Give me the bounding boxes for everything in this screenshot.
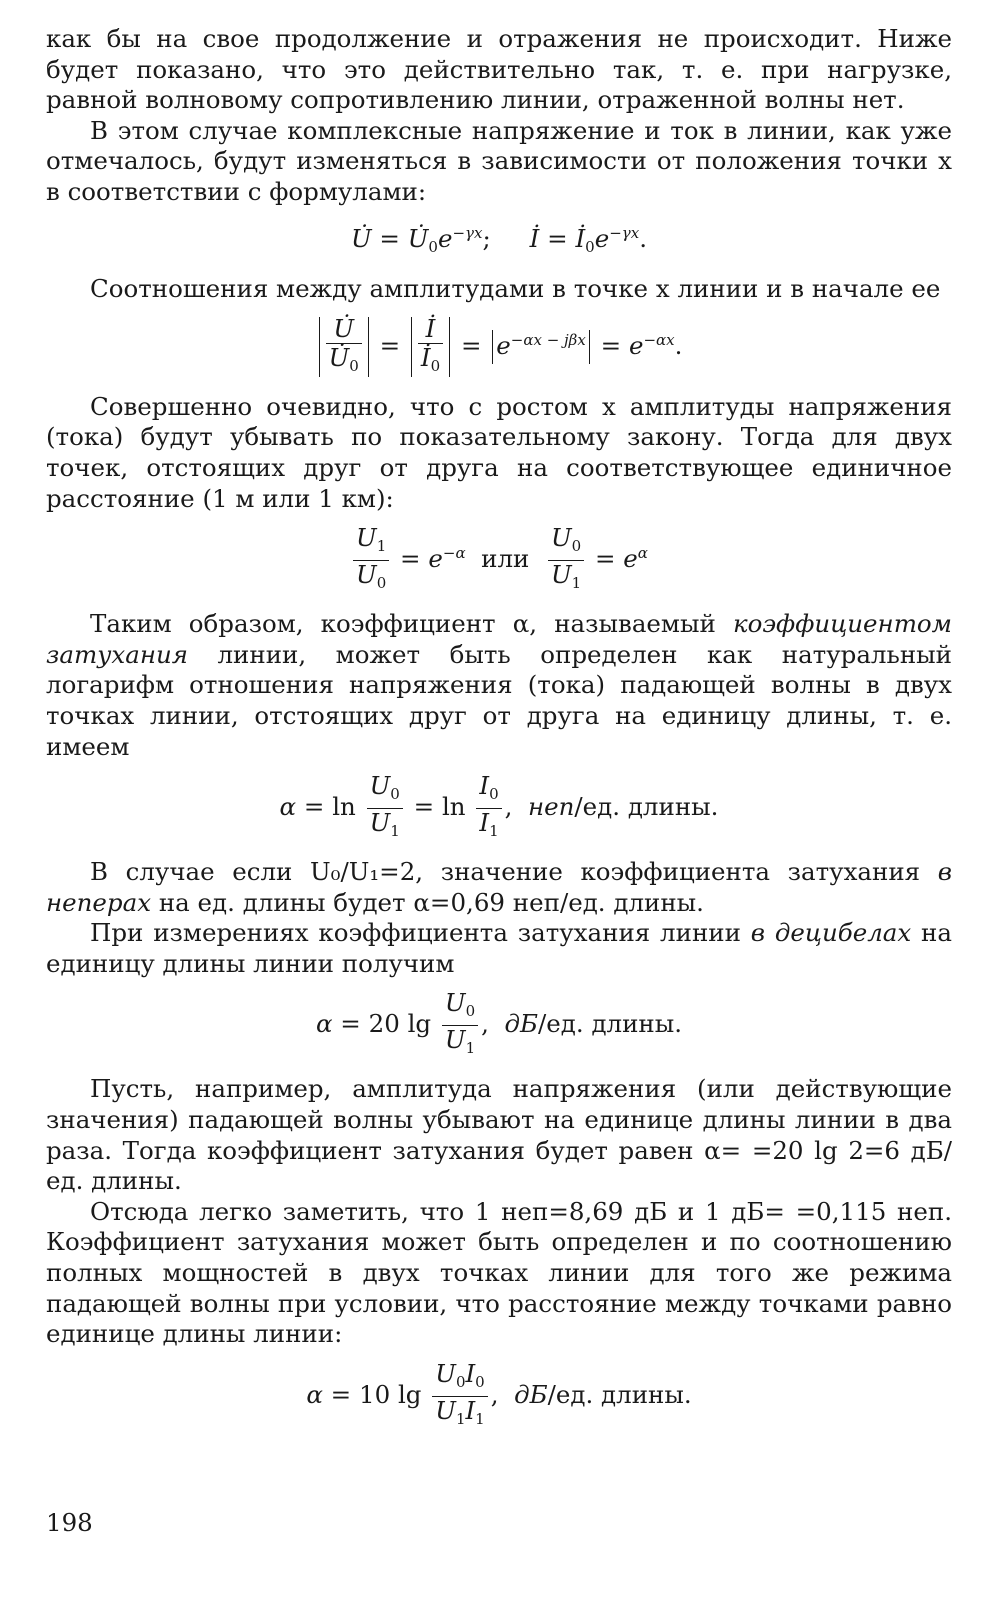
page-body: [46, 24, 952, 1445]
paragraph-8: Пусть, например, амплитуда напряжения (или действующие значения) падающей волны убывают на единице длины линии в два раза. Тогда коэффициент затухания будет равен α= =20 lg 2=6 дБ/ед. длины.: [46, 1074, 952, 1196]
page-number: 198: [46, 1508, 93, 1537]
paragraph-4: Совершенно очевидно, что с ростом x амплитуды напряжения (тока) будут убывать по показательному закону. Тогда для двух точек, отстоящих друг от друга на соответствующее единичное расстояние (1 м или 1 км):: [46, 391, 952, 513]
paragraph-7: При измерениях коэффициента затухания линии в децибелах на единицу длины линии получим: [46, 918, 952, 978]
paragraph-6: В случае если U₀/U₁=2, значение коэффициента затухания в неперах на ед. длины будет α=0,69 неп/ед. длины.: [46, 857, 952, 917]
equation-attenuation-power: α = 10 lg $\frac{U_0I_0}{U_1I_1}$ , дБ/ед. длины.: [306, 1358, 692, 1428]
equation-attenuation-decibels: α = 20 lg $\frac{U_0}{U_1}$ , дБ/ед. длины.: [315, 988, 683, 1058]
equation-amplitude-ratio: $\frac{U̇}{U̇_0}$ = $\frac{İ}{İ_0}$ = $e^{-\alpha x - j\beta x} = e^{-\alpha x}$.: [46, 315, 952, 380]
paragraph-9: Отсюда легко заметить, что 1 неп=8,69 дБ и 1 дБ= =0,115 неп. Коэффициент затухания может быть определен и по соотношению полных мощностей в двух точках линии для того же режима падающей волны при условии, что расстояние между точками равно единице длины линии:: [46, 1196, 952, 1349]
equation-attenuation-nepers: α = ln $\frac{U_0}{U_1}$ = ln $\frac{I_0}{I_1}$ , неп/ед. длины.: [279, 771, 719, 841]
paragraph-5: Таким образом, коэффициент α, называемый коэффициентом затухания линии, может быть определен как натуральный логарифм отношения напряжения (тока) падающей волны в двух точках линии, отстоящих друг от друга на единицу длины, т. е. имеем: [46, 609, 952, 761]
paragraph-1: как бы на свое продолжение и отражения не происходит. Ниже будет показано, что это действительно так, т. е. при нагрузке, равной волновому сопротивлению линии, отраженной волны нет.: [46, 24, 952, 115]
equation-unit-distance: $\frac{U_1}{U_0}$ = $e^{-\alpha}$ или $\frac{U_0}{U_1}$ = $e^\alpha$: [46, 524, 952, 597]
equation-wave-decay: U̇ = $U̇_0e^{-\gamma x}$; İ = $İ_0e^{-\gamma x}$.: [351, 223, 647, 256]
paragraph-2: В этом случае комплексные напряжение и ток в линии, как уже отмечалось, будут изменяться в зависимости от положения точки x в соответствии с формулами:: [46, 115, 952, 206]
paragraph-3: Соотношения между амплитудами в точке x линии и в начале ее: [90, 274, 941, 304]
